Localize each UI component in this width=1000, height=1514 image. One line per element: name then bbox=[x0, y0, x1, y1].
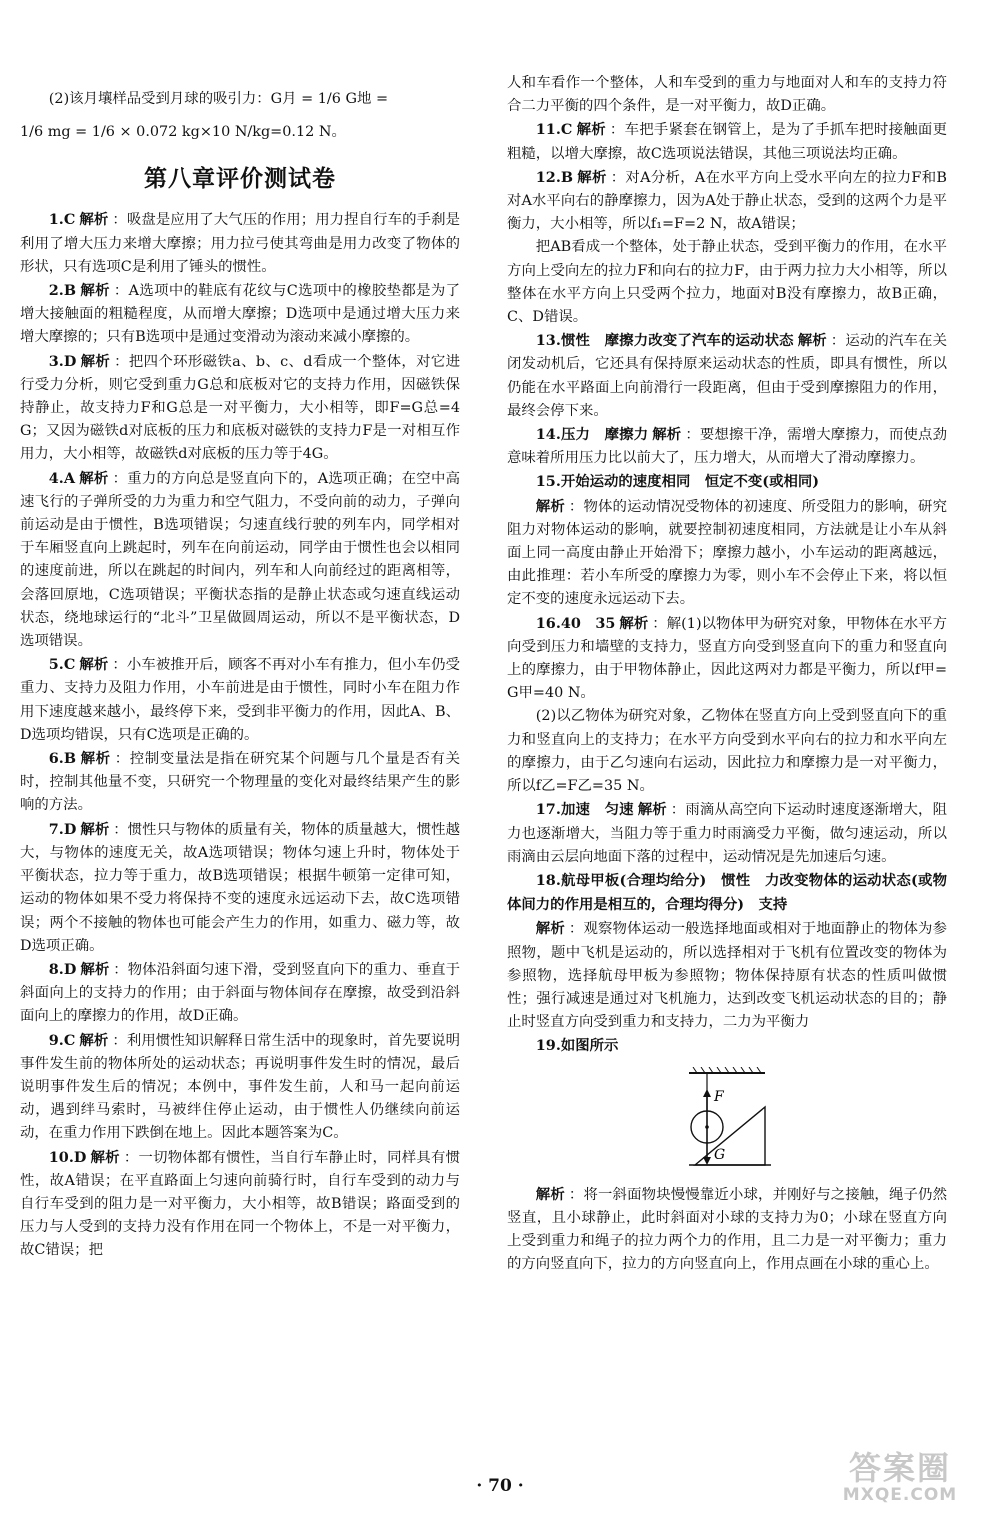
answer-number: 9.C bbox=[48, 1031, 76, 1049]
explanation-label: 解析 bbox=[80, 960, 110, 978]
explanation-text: ：车把手紧套在钢管上，是为了手抓车把时接触面更粗糙，以增大摩擦，故C选项说法错误，其他三项说法均正确。 bbox=[507, 122, 947, 162]
force-label-g: G bbox=[714, 1146, 726, 1163]
chapter-title: 第八章评价测试卷 bbox=[144, 165, 336, 193]
answer-number: 19.如图所示 bbox=[535, 1037, 619, 1055]
explanation-text: (2)以乙物体为研究对象，乙物体在竖直方向上受到竖直向下的重力和竖直向上的支持力；在水平方向受到水平向右的拉力和水平向左的摩擦力，由于乙匀速向右运动，因此拉力和摩擦力是一对平衡力，所以f乙=F乙=35 N。 bbox=[507, 708, 947, 795]
answer-item bbox=[507, 495, 947, 612]
answer-item bbox=[507, 612, 947, 706]
answer-item bbox=[507, 423, 947, 470]
answer-item bbox=[507, 869, 947, 917]
answer-number: 11.C bbox=[535, 121, 573, 139]
answer-number: 15.开始运动的速度相同 恒定不变(或相同) bbox=[535, 473, 820, 491]
watermark-bottom: MXQE.COM bbox=[842, 1485, 958, 1505]
answer-item bbox=[20, 208, 460, 279]
force-label-f: F bbox=[714, 1088, 724, 1105]
explanation-label: 解析 bbox=[79, 282, 110, 300]
answer-item bbox=[20, 818, 460, 958]
explanation-label: 解析 bbox=[90, 1148, 120, 1166]
page-number: · 70 · bbox=[476, 1476, 524, 1496]
left-answer-list bbox=[20, 208, 460, 1262]
force-diagram-svg bbox=[667, 1067, 787, 1177]
answer-number: 6.B bbox=[48, 750, 76, 768]
answer-number: 13.惯性 摩擦力改变了汽车的运动状态 bbox=[535, 332, 794, 350]
explanation-text: 把AB看成一个整体，处于静止状态，受到平衡力的作用，在水平方向上受向左的拉力F和向右的拉力F，由于两力拉力大小相等，所以整体在水平方向上只受两个拉力，地面对B没有摩擦力，故B正确，C、D错误。 bbox=[507, 239, 947, 326]
force-diagram bbox=[507, 1067, 947, 1177]
answer-item bbox=[507, 329, 947, 423]
explanation-text: ：物体的运动情况受物体的初速度、所受阻力的影响，研究阻力对物体运动的影响，就要控制初速度相同，方法就是让小车从斜面上同一高度由静止开始滑下；摩擦力越小，小车运动的距离越远，由此推理：若小车所受的摩擦力为零，则小车不会停止下来，将以恒定不变的速度永远运动下去。 bbox=[507, 498, 947, 608]
answer-item bbox=[507, 798, 947, 869]
final-explanation bbox=[507, 1183, 947, 1277]
final-text: ：将一斜面物块慢慢靠近小球，并刚好与之接触，绳子仍然竖直，且小球静止，此时斜面对小球的支持力为0；小球在竖直方向上受到重力和绳子的拉力两个力的作用，且二力是一对平衡力；重力的方向竖直向下，拉力的方向竖直向上，作用点画在小球的重心上。 bbox=[507, 1186, 947, 1273]
continuation-text: 人和车看作一个整体，人和车受到的重力与地面对人和车的支持力符合二力平衡的四个条件，是一对平衡力，故D正确。 bbox=[507, 75, 947, 115]
arrowhead-up bbox=[703, 1089, 711, 1097]
answer-number: 10.D bbox=[48, 1148, 87, 1166]
explanation-label: 解析 bbox=[80, 820, 110, 838]
right-answer-list bbox=[507, 118, 947, 1058]
left-column bbox=[20, 0, 460, 1263]
explanation-label: 解析 bbox=[79, 1031, 109, 1049]
answer-item bbox=[20, 1029, 460, 1146]
answer-item bbox=[20, 653, 460, 747]
intro-line-1: (2)该月壤样品受到月球的吸引力：G月 = 1/6 G地 = bbox=[48, 91, 388, 107]
explanation-text: ：要想擦干净，需增大摩擦力，而使点劲意味着所用压力比以前大了，压力增大，从而增大了滑动摩擦力。 bbox=[507, 427, 947, 467]
answer-number: 18.航母甲板(合理均给分) 惯性 力改变物体的运动状态(或物体间力的作用是相互的，合理均得分) 支持 bbox=[507, 871, 947, 914]
explanation-label: 解析 bbox=[80, 352, 111, 370]
answer-number: 2.B bbox=[48, 282, 76, 300]
explanation-text: ：把四个环形磁铁a、b、c、d看成一个整体，对它进行受力分析，则它受到重力G总和底板对它的支持力作用，因磁铁保持静止，故支持力F和G总是一对平衡力，大小相等，即F=G总=4G；又因为磁铁d对底板的压力和底板对磁铁的支持力F是一对相互作用力，大小相等，故磁铁d对底板的压力等于4G。 bbox=[20, 353, 460, 463]
answer-number: 17.加速 匀速 bbox=[535, 801, 634, 819]
answer-number: 7.D bbox=[48, 820, 77, 838]
explanation-label: 解析 bbox=[619, 614, 649, 632]
explanation-text: ：观察物体运动一般选择地面或相对于地面静止的物体为参照物，题中飞机是运动的，所以选择相对于飞机有位置改变的物体为参照物，选择航母甲板为参照物；物体保持原有状态的性质叫做惯性；强行减速是通过对飞机施力，达到改变飞机运动状态的目的；静止时竖直方向受到重力和支持力，二力为平衡力 bbox=[507, 921, 947, 1031]
answer-item bbox=[507, 118, 947, 165]
explanation-text: ：A选项中的鞋底有花纹与C选项中的橡胶垫都是为了增大接触面的粗糙程度，从而增大摩擦；D选项中是通过增大压力来增大摩擦的；只有B选项中是通过变滑动为滚动来减小摩擦的。 bbox=[20, 283, 460, 346]
explanation-text: ：运动的汽车在关闭发动机后，它还具有保持原来运动状态的性质，即具有惯性，所以仍能在水平路面上向前滑行一段距离，但由于受到摩擦阻力的作用，最终会停下来。 bbox=[507, 333, 947, 419]
explanation-text: ：一切物体都有惯性，当自行车静止时，同样具有惯性，故A错误；在平直路面上匀速向前骑行时，自行车受到的动力与自行车受到的阻力是一对平衡力，大小相等，故B错误；路面受到的压力与人受到的支持力没有作用在同一个物体上，不是一对平衡力，故C错误；把 bbox=[20, 1149, 460, 1259]
explanation-label: 解析 bbox=[79, 656, 109, 674]
answer-item bbox=[507, 166, 947, 237]
explanation-label: 解析 bbox=[576, 121, 606, 139]
answer-number: 12.B bbox=[535, 168, 573, 186]
explanation-text: ：控制变量法是指在研究某个问题与几个量是否有关时，控制其他量不变，只研究一个物理量的变化对最终结果产生的影响的方法。 bbox=[20, 751, 460, 814]
intro-line-2: 1/6 mg = 1/6 × 0.072 kg×10 N/kg=0.12 N。 bbox=[20, 124, 346, 141]
answer-number: 8.D bbox=[48, 960, 77, 978]
answer-number: 16.40 35 bbox=[535, 614, 616, 632]
explanation-text: ：利用惯性知识解释日常生活中的现象时，首先要说明事件发生前的物体所处的运动状态；再说明事件发生时的情况，最后说明事件发生后的情况；本例中，事件发生前，人和马一起向前运动，遇到绊马索时，马被绊住停止运动，由于惯性人仍继续向前运动，在重力作用下跌倒在地上。因此本题答案为C。 bbox=[20, 1032, 460, 1142]
answer-number: 5.C bbox=[48, 656, 76, 674]
answer-item bbox=[507, 470, 947, 494]
answer-number: 3.D bbox=[48, 352, 77, 370]
answer-item bbox=[20, 747, 460, 818]
explanation-label: 解析 bbox=[637, 801, 667, 819]
answer-number: 4.A bbox=[48, 469, 75, 487]
explanation-label: 解析 bbox=[79, 469, 109, 487]
answer-number: 1.C bbox=[48, 211, 76, 229]
explanation-text: ：吸盘是应用了大气压的作用；用力捏自行车的手刹是利用了增大压力来增大摩擦；用力拉弓使其弯曲是用力改变了物体的形状，只有选项C是利用了锤头的惯性。 bbox=[20, 212, 460, 275]
explanation-text: ：雨滴从高空向下运动时速度逐渐增大，阻力也逐渐增大，当阻力等于重力时雨滴受力平衡，做匀速运动，所以雨滴由云层向地面下落的过程中，运动情况是先加速后匀速。 bbox=[507, 802, 947, 865]
explanation-text: ：重力的方向总是竖直向下的，A选项正确；在空中高速飞行的子弹所受的力为重力和空气阻力，不受向前的动力，子弹向前运动是由于惯性，B选项错误；匀速直线行驶的列车内，同学相对于车厢竖直向上跳起时，列车在向前运动，同学由于惯性也会以相同的速度前进，所以在跳起的时间内，列车和人向前经过的距离相等，会落回原地，C选项错误；平衡状态指的是静止状态或匀速直线运动状态，绕地球运行的“北斗”卫星做圆周运动，所以不是平衡状态，D选项错误。 bbox=[20, 470, 460, 650]
explanation-text: ：物体沿斜面匀速下滑，受到竖直向下的重力、垂直于斜面向上的支持力的作用；由于斜面与物体间存在摩擦，故受到沿斜面向上的摩擦力的作用，故D正确。 bbox=[20, 961, 460, 1025]
answer-item bbox=[20, 958, 460, 1029]
answer-number: 14.压力 摩擦力 bbox=[535, 426, 649, 444]
explanation-label: 解析 bbox=[652, 426, 682, 444]
answer-item bbox=[507, 1034, 947, 1058]
answer-item bbox=[507, 705, 947, 798]
answer-item bbox=[20, 1146, 460, 1263]
explanation-text: ：惯性只与物体的质量有关，物体的质量越大，惯性越大，与物体的速度无关，故A选项错误；物体匀速上升时，物体处于平衡状态，拉力等于重力，故B选项错误；根据牛顿第一定律可知，运动的物体如果不受力将保持不变的速度永远运动下去，故C选项错误；两个不接触的物体也可能会产生力的作用，如重力、磁力等，故D选项正确。 bbox=[20, 821, 460, 954]
answer-item bbox=[20, 467, 460, 654]
answer-item bbox=[20, 350, 460, 467]
answer-item bbox=[20, 279, 460, 350]
final-label: 解析 bbox=[535, 1185, 565, 1203]
explanation-label: 解析 bbox=[797, 332, 827, 350]
explanation-label: 解析 bbox=[79, 750, 111, 768]
watermark-logo bbox=[820, 1447, 980, 1509]
explanation-label: 解析 bbox=[535, 497, 565, 515]
right-column bbox=[507, 0, 947, 1276]
explanation-label: 解析 bbox=[79, 211, 109, 229]
incline-block bbox=[695, 1107, 765, 1165]
watermark-top: 答案圈 bbox=[848, 1449, 951, 1487]
arrowhead-down bbox=[703, 1157, 711, 1165]
explanation-text: ：解(1)以物体甲为研究对象，甲物体在水平方向受到压力和墙壁的支持力，竖直方向受到竖直向下的重力和竖直向上的摩擦力，由于甲物体静止，因此这两对力都是平衡力，所以f甲=G甲=40 N。 bbox=[507, 615, 947, 702]
explanation-label: 解析 bbox=[535, 920, 565, 938]
explanation-label: 解析 bbox=[577, 168, 607, 186]
answer-item bbox=[507, 917, 947, 1034]
explanation-text: ：对A分析，A在水平方向上受水平向左的拉力F和B对A水平向右的静摩擦力，因为A处于静止状态，受到的这两个力是平衡力，大小相等，所以f₁=F=2 N，故A错误； bbox=[507, 169, 947, 233]
explanation-text: ：小车被推开后，顾客不再对小车有推力，但小车仍受重力、支持力及阻力作用，小车前进是由于惯性，同时小车在阻力作用下速度越来越小，最终停下来，受到非平衡力的作用，因此A、B、D选项均错误，只有C选项是正确的。 bbox=[20, 657, 460, 743]
answer-item bbox=[507, 236, 947, 329]
